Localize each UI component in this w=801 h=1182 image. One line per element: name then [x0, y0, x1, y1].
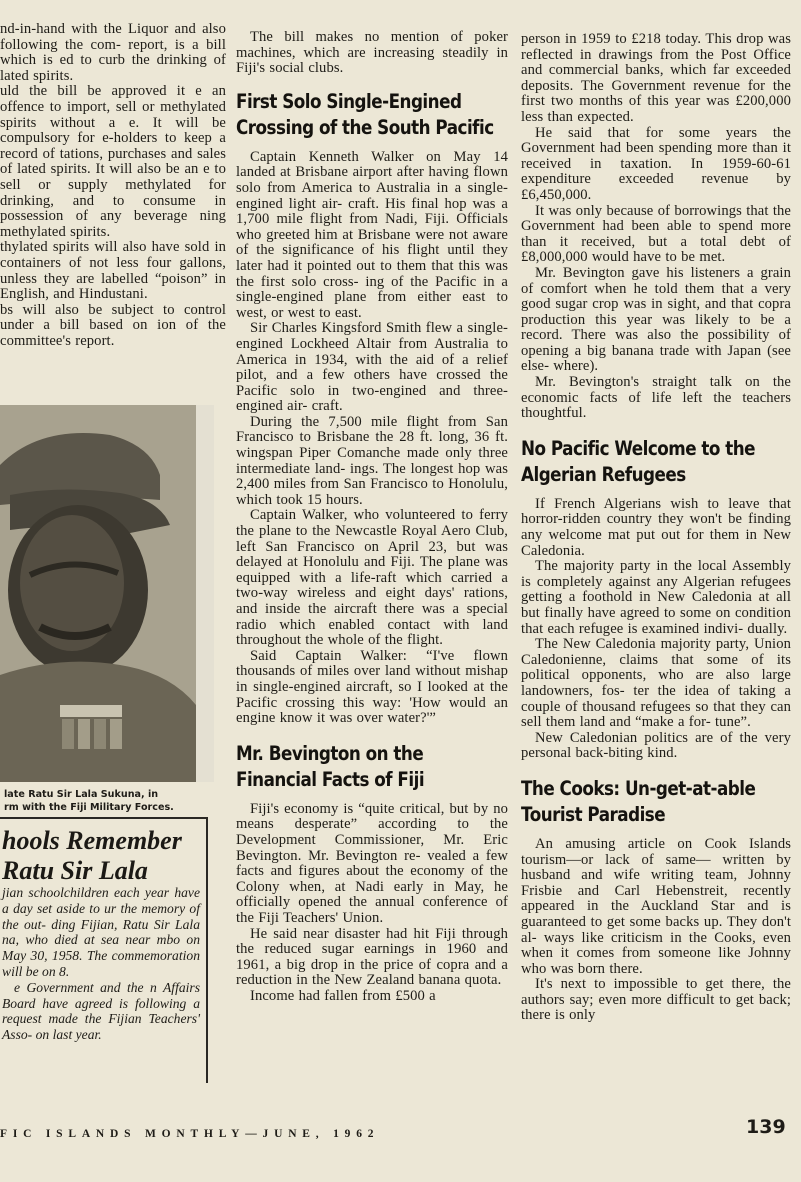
bevington-paragraph-3: Income had fallen from £500 a: [250, 987, 436, 1004]
cooks-paragraph-2: It's next to impossible to get there, the authors say; even more difficult to get back; there is only: [521, 976, 791, 1024]
bevington-paragraph-1: Fiji's economy is “quite critical, but by no means desperate” according to the Development Commissioner, Mr. Eric Bevington. Mr. Bevington re- vealed a few facts and figures about the economy of the Colony when, at Nadi early in May, he officially opened the annual conference of the Fiji Teachers' Union.: [236, 800, 508, 926]
refugees-paragraph-1: If French Algerians wish to leave that horror-ridden country they won't be finding any welcome mat put out for them in New Caledonia.: [521, 495, 791, 559]
bevington-paragraph-2: He said near disaster had hit Fiji through the reduced sugar earnings in 1960 and 1961, a big drop in the price of copra and a reduction in the New Zealand banana quota.: [236, 925, 508, 989]
spending-paragraph: He said that for some years the Government had been spending more than it received in taxation. In 1959-60-61 expenditure exceeded revenue by £6,450,000.: [521, 124, 791, 203]
refugees-paragraph-3: The New Caledonia majority party, Union Caledonienne, claims that some of its political opponents, who are also large landowners, fos- ter the idea of taking a couple of thousand refugees so that they can sell them land and “make a for- tune”.: [521, 636, 791, 731]
schools-story: [2, 885, 200, 1043]
borrowings-paragraph: It was only because of borrowings that the Government had been able to spend more than it received, but a total debt of £8,000,000 would have to be met.: [521, 202, 791, 266]
headline-algerian-refugees: No Pacific Welcome to the Algerian Refugees: [521, 436, 756, 486]
caption-line-1: late Ratu Sir Lala Sukuna, in: [4, 789, 159, 800]
schools-paragraph-2: e Government and the n Affairs Board have agreed is following a request made the Fijian Teachers' Asso- on last year.: [2, 979, 200, 1043]
comfort-paragraph: Mr. Bevington gave his listeners a grain of comfort when he told them that a very good sugar crop was in sight, and that copra production this year was likely to be a record. There was also the possibility of opening a big banana trade with Japan (see else- where).: [521, 264, 791, 375]
running-footer: FIC ISLANDS MONTHLY—JUNE, 1962: [0, 1128, 380, 1140]
box-rule-right: [206, 817, 208, 1083]
refugees-paragraph-2: The majority party in the local Assembly is completely against any Algerian refugees getting a foothold in New Caledonia at all but finally have agreed to some on condition that each refugee is examined indivi- dually.: [521, 558, 791, 637]
poker-paragraph: The bill makes no mention of poker machines, which are increasing steadily in Fiji's social clubs.: [236, 29, 508, 77]
photo-caption: [4, 789, 219, 814]
liquor-paragraph-2: uld the bill be approved it e an offence to import, sell or methylated spirits without a e. It will be compulsory for e-holders to keep a record of tations, purchases and sales of lated spirits. It will also be an e to sell or supply methylated for drinking, and to consume in possession of any beverage ning methylated spirits.: [0, 83, 226, 240]
portrait-photo: [0, 405, 214, 782]
solo-paragraph-2: Sir Charles Kingsford Smith flew a single-engined Lockheed Altair from Australia to America in 1934, with the aid of a relief pilot, and a few others have crossed the Pacific solo in two-engined and three-engined air- craft.: [236, 320, 508, 415]
column-left: [0, 22, 226, 349]
refugees-paragraph-4: New Caledonian politics are of the very personal back-biting kind.: [521, 729, 791, 762]
schools-headline: hools Remember Ratu Sir Lala: [2, 826, 182, 885]
portrait-illustration: [0, 405, 214, 782]
income-paragraph: person in 1959 to £218 today. This drop was reflected in drawings from the Post Office and commercial banks, which far exceeded deposits. The Government revenue for the first two months of this year was £200,000 less than expected.: [521, 31, 791, 125]
schools-paragraph-1: jian schoolchildren each year have a day set aside to ur the memory of the out- ding Fijian, Ratu Sir Lala na, who died at sea near mbo on May 30, 1958. The commemoration will be on 8.: [2, 885, 200, 979]
headline-solo-crossing: First Solo Single-Engined Crossing of the South Pacific: [236, 89, 494, 139]
column-right: [521, 32, 791, 1024]
solo-paragraph-1: Captain Kenneth Walker on May 14 landed at Brisbane airport after having flown solo from America to Australia in a single-engined light air- craft. His final hop was a 1,700 mile flight from Nadi, Fiji. Officials who greeted him at Brisbane were not aware of the significance of his flight until they later had it pointed out to them that this was the first solo cross- ing of the Pacific in a single-engined plane from either east to west, or west to east.: [236, 148, 508, 321]
column-middle: [236, 30, 508, 1004]
liquor-paragraph-1: nd-in-hand with the Liquor and also following the com- report, is a bill which is ed to curb the drinking of lated spirits.: [0, 21, 226, 84]
solo-paragraph-5: Said Captain Walker: “I've flown thousands of miles over land without mishap in single-engined aircraft, so I looked at the Pacific crossing this way: 'How would an engine know it was over water?'”: [236, 647, 508, 727]
box-rule-top: [0, 817, 208, 819]
liquor-paragraph-4: bs will also be subject to control under a bill based on ion of the committee's report.: [0, 301, 226, 349]
headline-bevington: Mr. Bevington on the Financial Facts of Fiji: [236, 741, 425, 791]
headline-cooks: The Cooks: Un-get-at-able Tourist Paradise: [521, 776, 756, 826]
cooks-paragraph-1: An amusing article on Cook Islands tourism—or lack of same— written by husband and wife writing team, Johnny Frisbie and Carl Hebenstreit, recently appeared in the Auckland Star and is guaranteed to get some backs up. They don't al- ways like criticism in the Cooks, even when it comes from someone like Johnny who was born there.: [521, 835, 791, 977]
liquor-paragraph-3: thylated spirits will also have sold in containers of not less four gallons, unless they are labelled “poison” in English, and Hindustani.: [0, 239, 226, 303]
solo-paragraph-3: During the 7,500 mile flight from San Francisco to Brisbane the 28 ft. long, 36 ft. wingspan Piper Comanche made only three intermediate land- ings. The longest hop was 2,400 miles from San Francisco to Honolulu, which took 15 hours.: [236, 413, 508, 508]
thoughtful-paragraph: Mr. Bevington's straight talk on the economic facts of life left the teachers thoughtful.: [521, 374, 791, 422]
caption-line-2: rm with the Fiji Military Forces.: [4, 801, 174, 813]
solo-paragraph-4: Captain Walker, who volunteered to ferry the plane to the Newcastle Royal Aero Club, left San Francisco on April 23, but was delayed at Honolulu and Fiji. The plane was equipped with a life-raft which carried a two-way wireless and eight days' rations, and inside the aircraft there was a special radio which enabled contact with land throughout the whole of the flight.: [236, 507, 508, 649]
page-number: 139: [746, 1116, 786, 1138]
